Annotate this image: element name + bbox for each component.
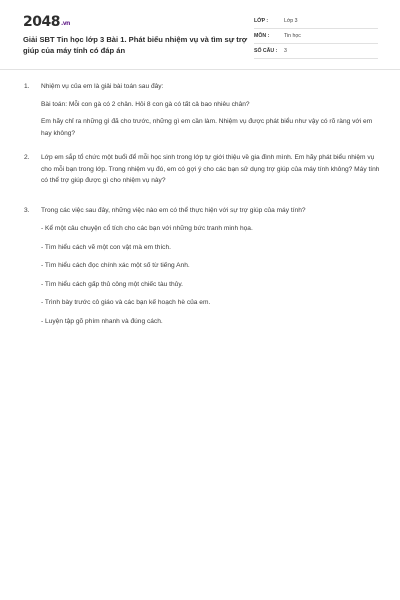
meta-class-label: LỚP : (254, 18, 269, 24)
question-1 (24, 81, 380, 139)
site-logo[interactable] (23, 14, 70, 30)
list-item: - Kể một câu chuyện cổ tích cho các bạn với những bức tranh minh họa. (41, 225, 253, 232)
question-text: Bài toán: Mỗi con gà có 2 chân. Hỏi 8 con gà có tất cả bao nhiêu chân? (41, 100, 250, 108)
question-2 (24, 152, 380, 187)
question-text: Nhiệm vụ của em là giải bài toán sau đây: (41, 83, 164, 90)
list-item: - Tìm hiểu cách gấp thủ công một chiếc tàu thủy. (41, 280, 183, 288)
meta-count-row (254, 44, 378, 59)
question-text: Em hãy chỉ ra những gì đã cho trước, những gì em cần làm. Nhiệm vụ được phát biểu như vậy có rõ ràng với em hay không? (41, 118, 373, 137)
question-list (24, 81, 380, 327)
question-3 (24, 205, 380, 328)
logo-text: 2048 (23, 14, 60, 30)
question-number: 3. (24, 206, 30, 214)
question-number: 1. (24, 83, 30, 90)
meta-class-row (254, 14, 378, 29)
question-number: 2. (24, 154, 30, 161)
logo-tld: .vn (60, 20, 70, 27)
question-text: Lớp em sắp tổ chức một buổi để mỗi học sinh trong lớp tự giới thiệu về gia đình mình. Em hãy phát biểu nhiệm vụ cho mỗi bạn trong lớp. Trong nhiệm vụ đó, em có gợi ý cho các bạn sử dụng trợ giúp của máy tính không? Máy tính có thể trợ giúp được gì cho nhiệm vụ này? (41, 154, 380, 184)
list-item: - Tìm hiểu cách đọc chính xác một số từ tiếng Anh. (41, 262, 190, 269)
meta-subject-label: MÔN : (254, 33, 270, 39)
meta-subject-row (254, 29, 378, 44)
meta-count-value: 3 (284, 48, 287, 54)
meta-info (254, 14, 378, 59)
document-title: Giải SBT Tin học lớp 3 Bài 1. Phát biểu nhiệm vụ và tìm sự trợ giúp của máy tính có đáp án (23, 35, 248, 55)
meta-class-value: Lớp 3 (284, 18, 298, 24)
meta-count-label: SỐ CÂU : (254, 48, 278, 54)
page-header (0, 0, 400, 66)
list-item: - Trình bày trước cô giáo và các bạn kế hoạch hè của em. (41, 299, 211, 306)
header-divider (0, 69, 400, 70)
list-item: - Tìm hiểu cách vẽ một con vật mà em thích. (41, 243, 171, 251)
list-item: - Luyện tập gõ phím nhanh và đúng cách. (41, 317, 163, 325)
question-text: Trong các việc sau đây, những việc nào em có thể thực hiện với sự trợ giúp của máy tính? (41, 206, 306, 214)
meta-subject-value: Tin học (284, 33, 301, 39)
